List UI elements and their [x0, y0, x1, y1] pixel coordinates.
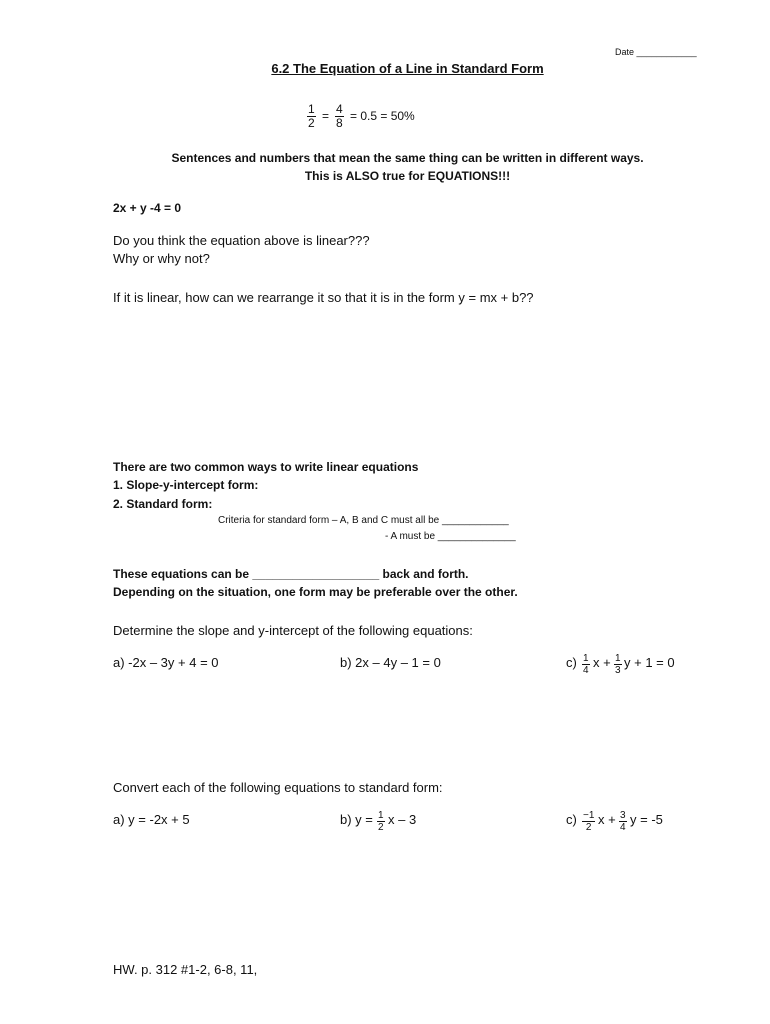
convert-instruction: Convert each of the following equations to standard form:: [113, 780, 443, 795]
numerator: 1: [378, 810, 384, 821]
denominator: 2: [585, 822, 592, 833]
numerator: 4: [336, 102, 343, 116]
homework-line: HW. p. 312 #1-2, 6-8, 11,: [113, 962, 258, 977]
form-item-standard: 2. Standard form:: [113, 497, 213, 511]
equation-rest: = 0.5 = 50%: [350, 109, 415, 123]
determine-problem-a: a) -2x – 3y + 4 = 0: [113, 655, 219, 670]
numerator: 1: [583, 653, 589, 664]
question-why: Why or why not?: [113, 251, 210, 266]
fraction: [614, 653, 622, 676]
term-end: y = -5: [630, 812, 663, 827]
term-middle: x +: [598, 812, 616, 827]
numerator: 1: [615, 653, 621, 664]
determine-instruction: Determine the slope and y-intercept of the following equations:: [113, 623, 473, 638]
denominator: 2: [308, 116, 315, 130]
denominator: 2: [378, 822, 384, 833]
denominator: 4: [620, 822, 626, 833]
fraction-one-half: [307, 103, 316, 130]
date-field: Date ____________: [615, 47, 697, 57]
term-middle: x +: [593, 655, 611, 670]
denominator: 4: [583, 665, 589, 676]
forms-heading: There are two common ways to write linear equations: [113, 460, 419, 474]
criteria-line-1: Criteria for standard form – A, B and C must all be ____________: [218, 515, 509, 526]
denominator: 8: [336, 116, 343, 130]
intro-line-2: This is ALSO true for EQUATIONS!!!: [304, 169, 511, 183]
form-item-slope-intercept: 1. Slope-y-intercept form:: [113, 478, 259, 492]
term-end: x – 3: [388, 812, 417, 827]
conversion-line-1: These equations can be ___________________ back and forth.: [113, 567, 469, 581]
problem-label: c): [566, 655, 577, 670]
intro-line-1: Sentences and numbers that mean the same thing can be written in different ways.: [171, 151, 644, 165]
problem-label: b) y =: [340, 812, 373, 827]
numerator: 1: [308, 102, 315, 116]
equals-sign: =: [322, 109, 330, 123]
convert-problem-a: a) y = -2x + 5: [113, 812, 190, 827]
determine-problem-b: b) 2x – 4y – 1 = 0: [340, 655, 441, 670]
fraction: [377, 810, 385, 833]
criteria-line-2: - A must be ______________: [385, 531, 516, 542]
numerator: 3: [620, 810, 626, 821]
question-rearrange: If it is linear, how can we rearrange it so that it is in the form y = mx + b??: [113, 290, 534, 305]
numerator: −1: [583, 810, 595, 821]
conversion-line-2: Depending on the situation, one form may be preferable over the other.: [113, 585, 518, 599]
fraction: [619, 810, 627, 833]
fraction: [582, 653, 590, 676]
term-end: y + 1 = 0: [624, 655, 675, 670]
fraction: [582, 810, 595, 833]
denominator: 3: [615, 665, 621, 676]
problem-label: c): [566, 812, 577, 827]
fraction-four-eighths: [335, 103, 344, 130]
page-title: 6.2 The Equation of a Line in Standard Form: [271, 61, 544, 76]
question-linear: Do you think the equation above is linear???: [113, 233, 370, 248]
example-equation: 2x + y -4 = 0: [113, 201, 182, 215]
